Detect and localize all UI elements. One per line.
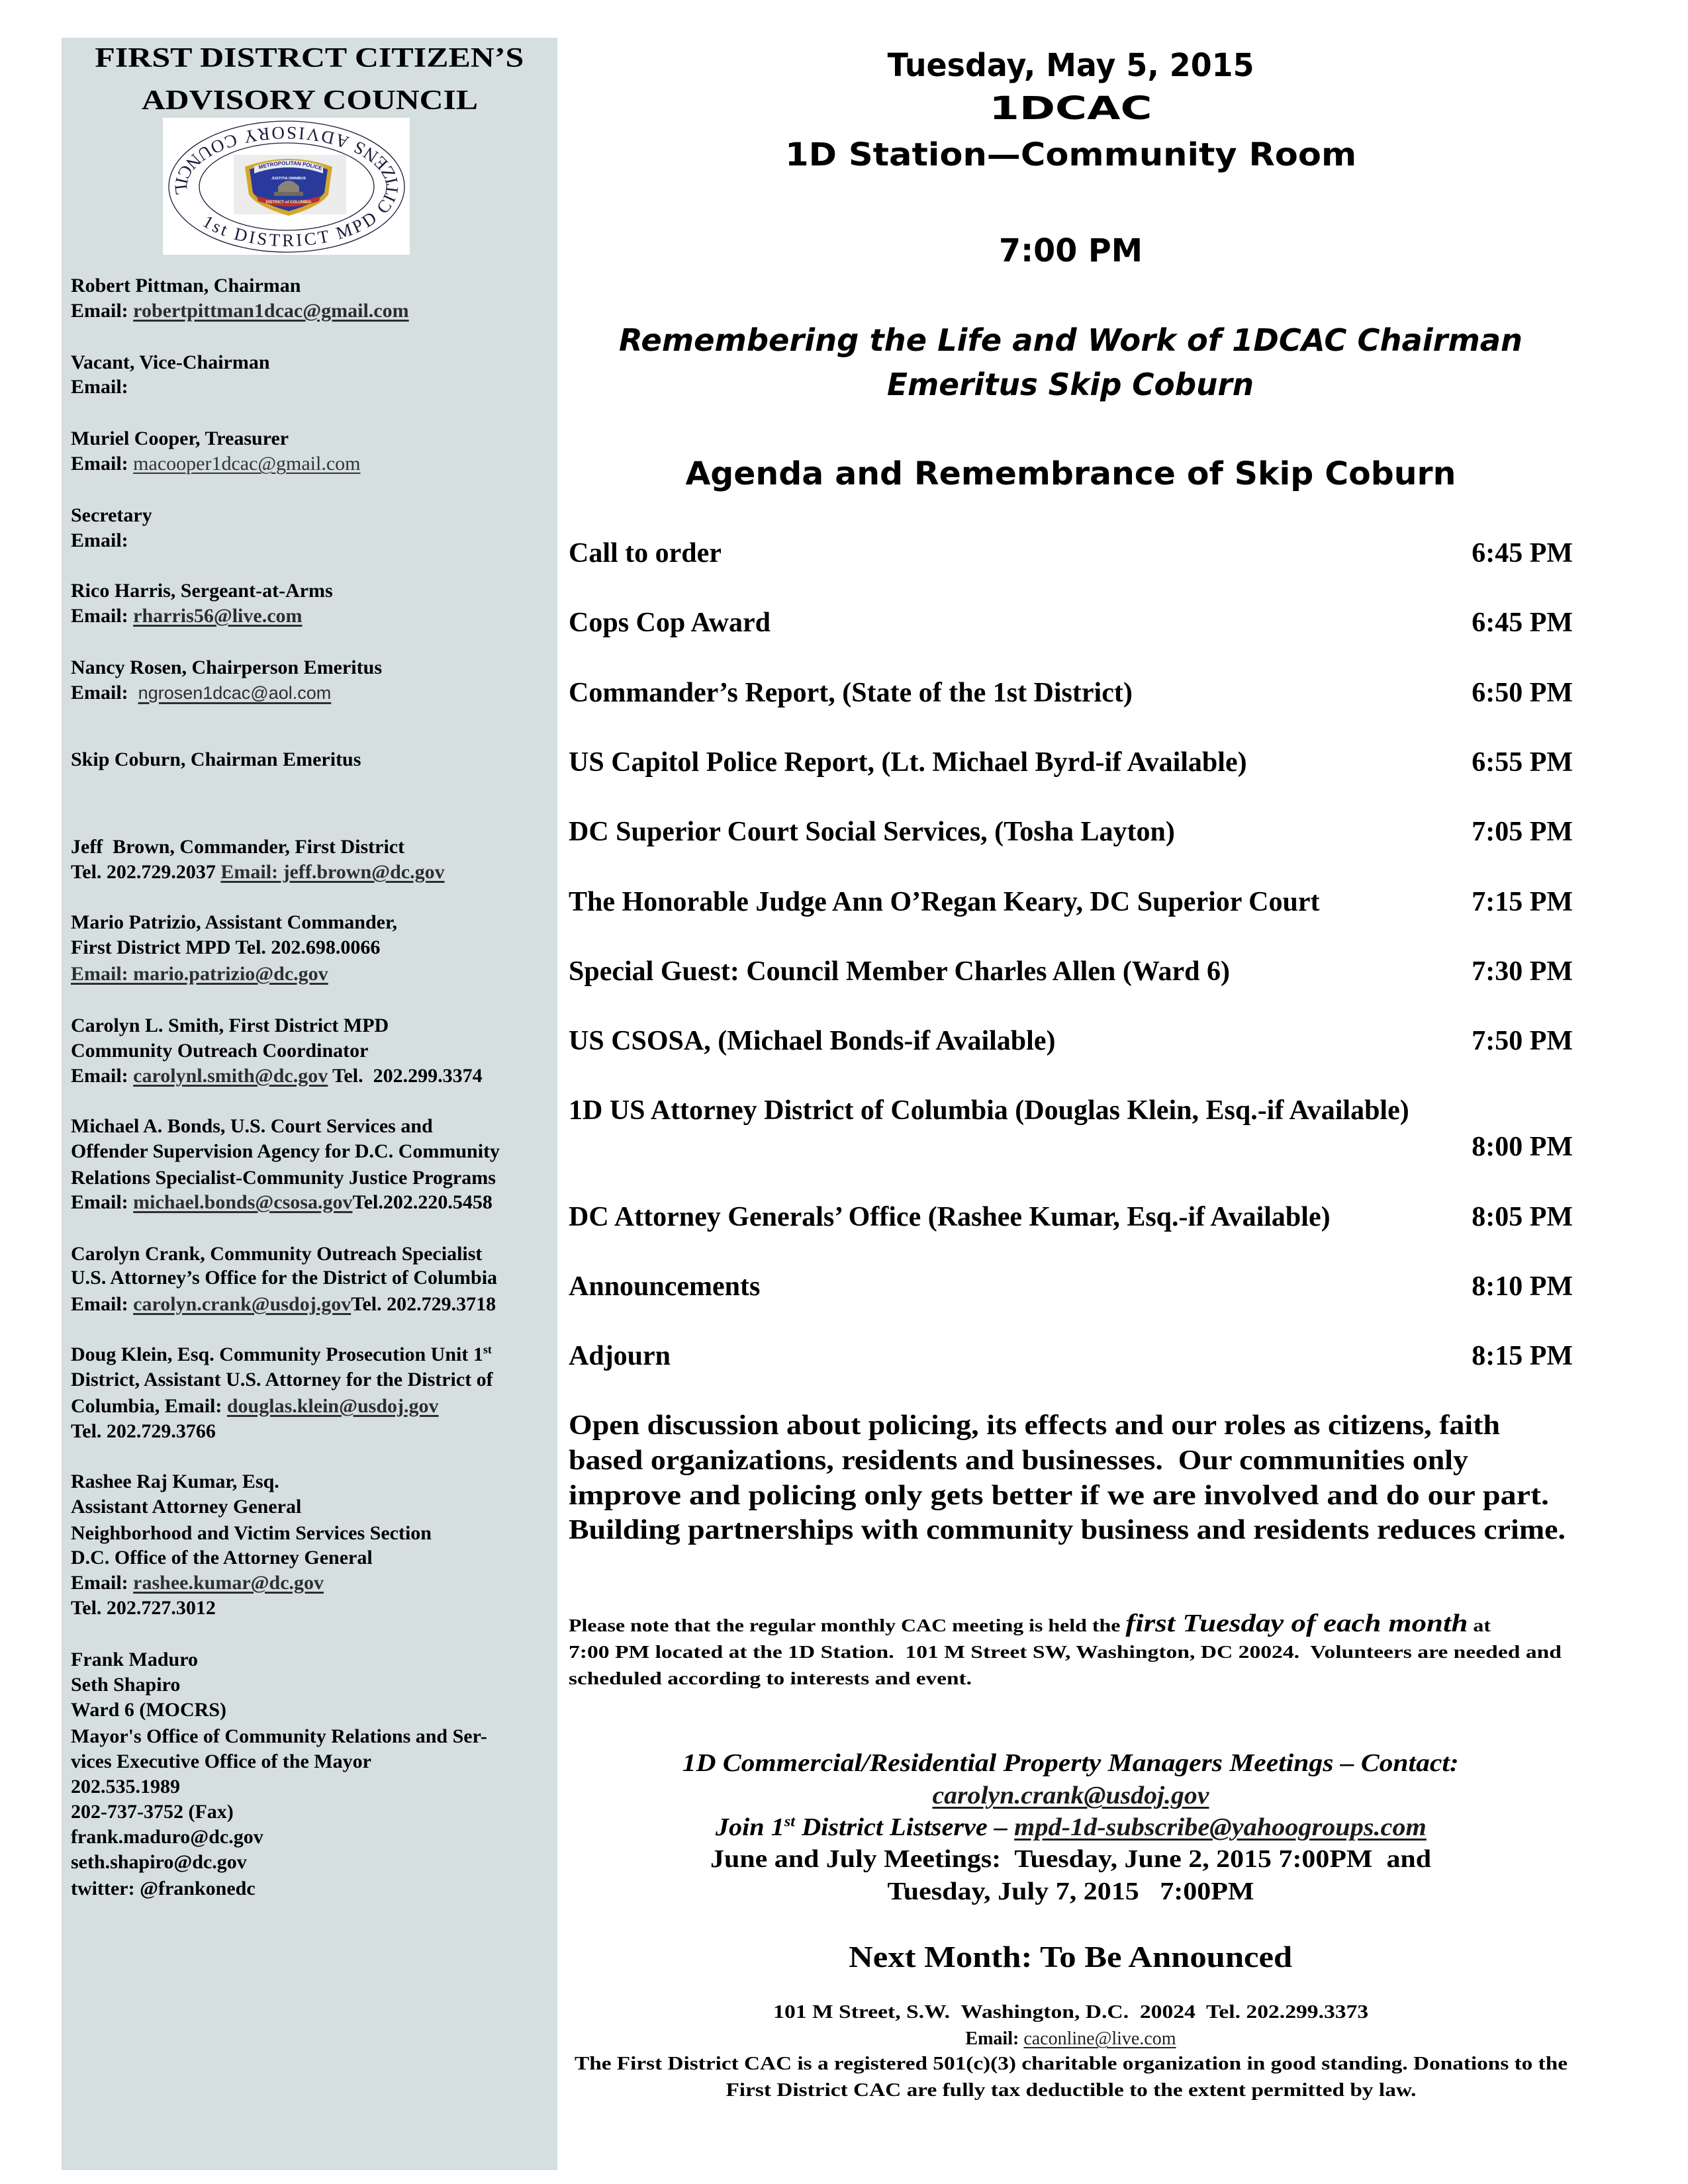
- sidebar-title-line2: ADVISORY COUNCIL: [141, 85, 478, 116]
- contact-coburn-name: Skip Coburn, Chairman Emeritus: [71, 749, 361, 770]
- discussion-line: based organizations, residents and businesses. Our communities only: [569, 1445, 1468, 1476]
- tel-text: Tel. 202.729.3718: [351, 1293, 496, 1315]
- agenda-time: 6:45 PM: [1472, 538, 1573, 569]
- agenda-time: 6:45 PM: [1472, 608, 1573, 638]
- email-link-klein[interactable]: douglas.klein@usdoj.gov: [226, 1395, 439, 1417]
- contact-crank-line2: U.S. Attorney’s Office for the District of Columbia: [71, 1267, 498, 1289]
- property-managers-text: 1D Commercial/Residential Property Managers Meetings – Contact:: [682, 1749, 1459, 1777]
- agenda-item: DC Superior Court Social Services, (Tosha Layton): [569, 817, 1175, 847]
- meeting-location-row: [569, 135, 1573, 175]
- contact-kumar-tel: Tel. 202.727.3012: [71, 1597, 216, 1619]
- next-month-announcement: Next Month: To Be Announced: [849, 1940, 1293, 1974]
- agenda-item: Announcements: [569, 1271, 761, 1302]
- contact-klein-tel: Tel. 202.729.3766: [71, 1420, 216, 1442]
- email-label: Email:: [71, 1293, 128, 1315]
- email-link-brown[interactable]: Email: jeff.brown@dc.gov: [220, 861, 445, 883]
- tribute-line1: Remembering the Life and Work of 1DCAC Chairman: [619, 322, 1523, 358]
- ordinal-suffix: st: [784, 1813, 795, 1830]
- contact-maduro-line1: Frank Maduro: [71, 1649, 198, 1670]
- sidebar-title-line2-row: [62, 84, 557, 117]
- email-link-cooper[interactable]: macooper1dcac@gmail.com: [133, 453, 361, 475]
- next-month-row: [569, 1939, 1573, 1975]
- agenda-item: Special Guest: Council Member Charles Allen (Ward 6): [569, 956, 1230, 987]
- email-label: Email:: [71, 1065, 128, 1087]
- contact-kumar-line1: Rashee Raj Kumar, Esq.: [71, 1471, 279, 1492]
- email-label: Columbia, Email:: [71, 1395, 222, 1417]
- agenda-item: 1D US Attorney District of Columbia (Douglas Klein, Esq.-if Available): [569, 1095, 1409, 1126]
- agenda-time: 8:15 PM: [1472, 1341, 1573, 1371]
- june-july-meetings: June and July Meetings: Tuesday, June 2, 2015 7:00PM and: [710, 1845, 1431, 1873]
- contact-bonds-line1: Michael A. Bonds, U.S. Court Services and: [71, 1115, 433, 1137]
- contact-twitter-handle[interactable]: twitter: @frankonedc: [71, 1878, 256, 1899]
- discussion-line: improve and policing only gets better if we are involved and do our part.: [569, 1480, 1549, 1511]
- note-text: at: [1468, 1615, 1491, 1635]
- contact-klein-line2: District, Assistant U.S. Attorney for the District of: [71, 1369, 493, 1390]
- org-name-row: [569, 89, 1573, 128]
- footer-email-row: [569, 2028, 1573, 2050]
- agenda-time: 6:55 PM: [1472, 747, 1573, 778]
- contact-brown-tel-email-row: [71, 860, 445, 885]
- agenda-item: Commander’s Report, (State of the 1st District): [569, 678, 1133, 708]
- contact-maduro-line4: Mayor's Office of Community Relations and Ser-: [71, 1725, 487, 1747]
- email-label: Email:: [71, 605, 128, 627]
- contact-email-link[interactable]: carolyn.crank@usdoj.gov: [932, 1782, 1209, 1809]
- agenda-item: US Capitol Police Report, (Lt. Michael Byrd-if Available): [569, 747, 1247, 778]
- agenda-time: 8:10 PM: [1472, 1271, 1573, 1302]
- agenda-item: Call to order: [569, 538, 722, 569]
- agenda-item: DC Attorney Generals’ Office (Rashee Kumar, Esq.-if Available): [569, 1202, 1331, 1232]
- contact-maduro-line5: vices Executive Office of the Mayor: [71, 1751, 371, 1772]
- meeting-note-line2: 7:00 PM located at the 1D Station. 101 M Street SW, Washington, DC 20024. Volunteers are needed and: [569, 1642, 1562, 1662]
- contact-smith-email-row: [71, 1064, 483, 1089]
- agenda-item: Cops Cop Award: [569, 608, 771, 638]
- contact-pittman-email-row: [71, 298, 409, 324]
- contact-patrizio-name: Mario Patrizio, Assistant Commander,: [71, 911, 398, 933]
- email-link-patrizio[interactable]: Email: mario.patrizio@dc.gov: [71, 963, 328, 985]
- tel-text: Tel.202.220.5458: [352, 1191, 492, 1213]
- contact-crank-line1: Carolyn Crank, Community Outreach Specialist: [71, 1243, 483, 1265]
- contact-harris-name: Rico Harris, Sergeant-at-Arms: [71, 580, 333, 602]
- contact-bonds-line3: Relations Specialist-Community Justice Programs: [71, 1167, 496, 1189]
- council-seal-logo: [163, 118, 410, 255]
- footer-email-link[interactable]: caconline@live.com: [1023, 2028, 1176, 2049]
- ordinal-suffix: st: [483, 1343, 492, 1356]
- contact-maduro-line3: Ward 6 (MOCRS): [71, 1699, 226, 1721]
- email-label: Email:: [71, 1572, 128, 1594]
- org-name: 1DCAC: [989, 90, 1152, 127]
- footer-charity-row2: [569, 2079, 1573, 2102]
- contact-email-row: [569, 1780, 1573, 1811]
- contact-cooper-name: Muriel Cooper, Treasurer: [71, 428, 289, 449]
- contact-kumar-line3: Neighborhood and Victim Services Section: [71, 1522, 432, 1544]
- discussion-line: Open discussion about policing, its effects and our roles as citizens, faith: [569, 1410, 1500, 1441]
- email-link-smith[interactable]: carolynl.smith@dc.gov: [133, 1065, 328, 1087]
- agenda-item: Adjourn: [569, 1341, 671, 1371]
- badge-capitol-base: [274, 192, 303, 196]
- contact-shapiro-email[interactable]: seth.shapiro@dc.gov: [71, 1851, 247, 1873]
- meeting-location: 1D Station—Community Room: [785, 136, 1356, 173]
- meeting-date: Tuesday, May 5, 2015: [887, 47, 1254, 84]
- listserve-row: [569, 1812, 1573, 1843]
- contact-kumar-email-row: [71, 1570, 324, 1596]
- email-label: Email:: [71, 300, 128, 322]
- meeting-time-row: [569, 231, 1573, 271]
- footer-email: [965, 2028, 1176, 2050]
- contact-crank-email-row: [71, 1292, 496, 1317]
- footer-address: 101 M Street, S.W. Washington, D.C. 20024 Tel. 202.299.3373: [773, 2002, 1368, 2023]
- discussion-line: Building partnerships with community business and residents reduces crime.: [569, 1515, 1566, 1545]
- note-emphasis: first Tuesday of each month: [1125, 1610, 1468, 1637]
- agenda-item: US CSOSA, (Michael Bonds-if Available): [569, 1026, 1056, 1056]
- contact-kumar-line2: Assistant Attorney General: [71, 1496, 302, 1518]
- meeting-time: 7:00 PM: [998, 232, 1143, 269]
- footer-email-label: Email:: [965, 2028, 1024, 2049]
- agenda-item: The Honorable Judge Ann O’Regan Keary, DC Superior Court: [569, 887, 1320, 917]
- agenda-time: 8:00 PM: [1472, 1132, 1573, 1162]
- footer-charity-line2: First District CAC are fully tax deductible to the extent permitted by law.: [725, 2080, 1416, 2101]
- contact-brown-name: Jeff Brown, Commander, First District: [71, 836, 405, 858]
- contact-kumar-line4: D.C. Office of the Attorney General: [71, 1547, 373, 1569]
- listserve-email-link[interactable]: mpd-1d-subscribe@yahoogroups.com: [1013, 1813, 1427, 1841]
- agenda-title-row: [569, 454, 1573, 494]
- badge-motto: JUSTITIA OMNIBUS: [271, 177, 306, 181]
- sidebar-title-line1: FIRST DISTRCT CITIZEN’S: [95, 43, 524, 73]
- email-link-bonds[interactable]: michael.bonds@csosa.gov: [133, 1191, 353, 1213]
- email-label: Email:: [71, 453, 128, 475]
- contact-harris-email-row: [71, 604, 303, 629]
- contact-smith-name: Carolyn L. Smith, First District MPD: [71, 1015, 389, 1036]
- agenda-time: 6:50 PM: [1472, 678, 1573, 708]
- contact-pittman-name: Robert Pittman, Chairman: [71, 275, 301, 296]
- tribute-line2-row: [569, 365, 1573, 404]
- contact-secretary-email-label: Email:: [71, 529, 128, 551]
- footer-address-row: [569, 2001, 1573, 2024]
- email-link-kumar[interactable]: rashee.kumar@dc.gov: [133, 1572, 324, 1594]
- email-label: Email:: [71, 1191, 128, 1213]
- contact-klein-email-row: [71, 1394, 439, 1419]
- contact-maduro-line2: Seth Shapiro: [71, 1674, 181, 1696]
- email-label: Email:: [71, 682, 128, 704]
- note-text: Please note that the regular monthly CAC meeting is held the: [569, 1615, 1121, 1635]
- badge-top-text: METROPOLITAN POLICE: [258, 159, 323, 172]
- badge-bottom-text: DISTRICT of COLUMBIA: [265, 201, 312, 205]
- contact-patrizio-line2: First District MPD Tel. 202.698.0066: [71, 936, 381, 958]
- listserve-text: [715, 1812, 1426, 1843]
- agenda-time: 7:50 PM: [1472, 1026, 1573, 1056]
- july-meeting-row: [569, 1876, 1573, 1907]
- tel-text: Tel. 202.729.2037: [71, 861, 216, 883]
- meeting-note-line1: [569, 1612, 1491, 1637]
- contact-patrizio-email-row: [71, 962, 328, 987]
- agenda-title: Agenda and Remembrance of Skip Coburn: [685, 455, 1456, 492]
- contact-rosen-email-row: [71, 680, 331, 705]
- meeting-date-row: [569, 46, 1573, 85]
- logo-ring-textpath: 1st DISTRICT MPD CITIZENS ADVISORY COUNCIL: [171, 122, 402, 251]
- june-july-row: [569, 1844, 1573, 1874]
- footer-charity-line1: The First District CAC is a registered 501(c)(3) charitable organization in good standing. Donations to the: [574, 2054, 1568, 2074]
- footer-charity-row1: [569, 2053, 1573, 2075]
- agenda-time: 8:05 PM: [1472, 1202, 1573, 1232]
- contact-rosen-name: Nancy Rosen, Chairperson Emeritus: [71, 657, 382, 678]
- meeting-note-line3: scheduled according to interests and event.: [569, 1668, 972, 1688]
- july-meeting: Tuesday, July 7, 2015 7:00PM: [887, 1878, 1254, 1905]
- contact-klein-line1: [71, 1342, 492, 1367]
- contact-vice-email-label: Email:: [71, 376, 128, 398]
- contact-bonds-line2: Offender Supervision Agency for D.C. Community: [71, 1140, 500, 1162]
- tribute-line1-row: [569, 321, 1573, 359]
- contact-maduro-fax: 202-737-3752 (Fax): [71, 1801, 234, 1823]
- listserve-prefix: Join 1: [715, 1813, 784, 1841]
- email-link-rosen[interactable]: ngrosen1dcac@aol.com: [138, 683, 332, 703]
- email-link-crank[interactable]: carolyn.crank@usdoj.gov: [133, 1293, 352, 1315]
- contact-maduro-email[interactable]: frank.maduro@dc.gov: [71, 1826, 263, 1848]
- sidebar-title-line1-row: [62, 42, 557, 75]
- contact-maduro-phone: 202.535.1989: [71, 1776, 180, 1797]
- contact-smith-line2: Community Outreach Coordinator: [71, 1040, 369, 1062]
- listserve-middle: District Listserve –: [794, 1813, 1014, 1841]
- email-link-harris[interactable]: rharris56@live.com: [133, 605, 303, 627]
- property-managers-row: [569, 1748, 1573, 1778]
- email-link-pittman[interactable]: robertpittman1dcac@gmail.com: [133, 300, 409, 322]
- agenda-time: 7:15 PM: [1472, 887, 1573, 917]
- agenda-time: 7:05 PM: [1472, 817, 1573, 847]
- tribute-line2: Emeritus Skip Coburn: [887, 367, 1254, 402]
- tel-text: Tel. 202.299.3374: [332, 1065, 483, 1087]
- contact-secretary-name: Secretary: [71, 504, 152, 526]
- klein-line1-text: Doug Klein, Esq. Community Prosecution Unit 1: [71, 1343, 483, 1365]
- agenda-time: 7:30 PM: [1472, 956, 1573, 987]
- contact-vice-name: Vacant, Vice-Chairman: [71, 351, 270, 373]
- contact-bonds-email-row: [71, 1190, 492, 1215]
- contact-cooper-email-row: [71, 451, 361, 477]
